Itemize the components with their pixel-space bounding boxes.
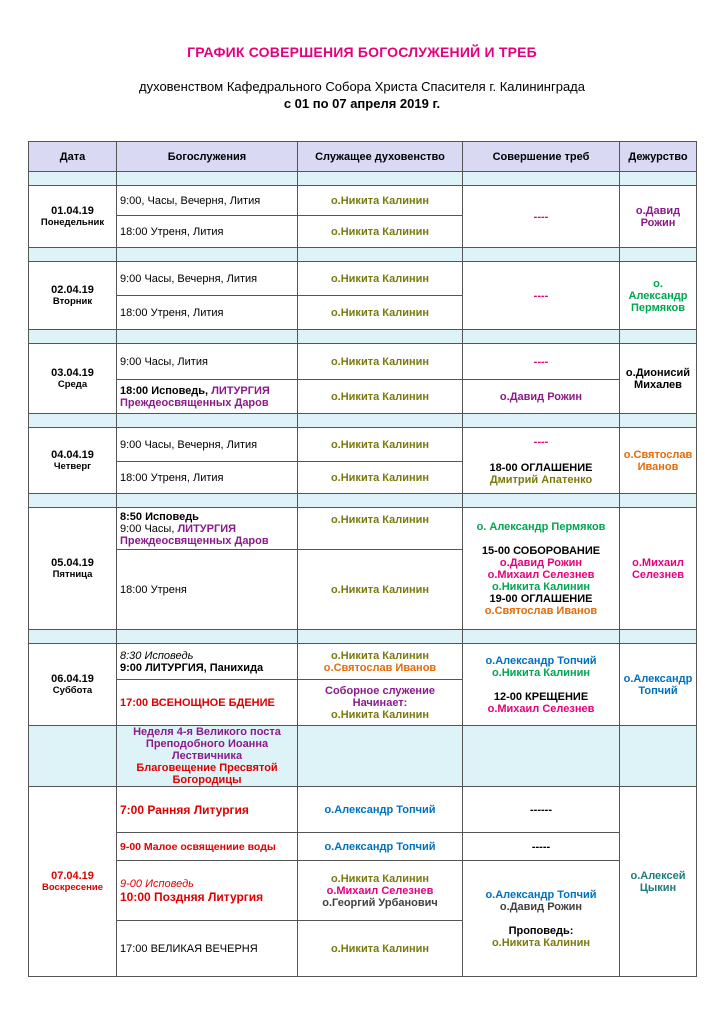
service-cell: 18:00 Исповедь, ЛИТУРГИЯ Преждеосвященных Даров xyxy=(117,380,298,414)
col-services: Богослужения xyxy=(117,142,298,172)
service-cell: 8:30 Исповедь 9:00 ЛИТУРГИЯ, Панихида xyxy=(117,644,298,680)
clergy-cell: о.Никита Калинин о.Михаил Селезнев о.Георгий Урбанович xyxy=(298,861,463,921)
col-rites: Совершение треб xyxy=(463,142,620,172)
service-cell: 7:00 Ранняя Литургия xyxy=(117,787,298,833)
rites-cell: о. Александр Пермяков 15-00 СОБОРОВАНИЕ о.Давид Рожин о.Михаил Селезнев о.Никита Калинин 19-00 ОГЛАШЕНИЕ о.Святослав Иванов xyxy=(463,508,620,630)
duty-cell: о.Михаил Селезнев xyxy=(620,508,697,630)
duty-cell: о.Святослав Иванов xyxy=(620,428,697,494)
rites-cell: ---- xyxy=(463,344,620,380)
col-clergy: Служащее духовенство xyxy=(298,142,463,172)
duty-cell: о.Давид Рожин xyxy=(620,186,697,248)
table-row xyxy=(29,787,697,833)
duty-cell: о.Александр Топчий xyxy=(620,644,697,726)
rites-cell: ------ xyxy=(463,787,620,833)
table-row xyxy=(29,833,697,861)
rites-cell: ----- xyxy=(463,833,620,861)
clergy-cell: Соборное служение Начинает: о.Никита Калинин xyxy=(298,680,463,726)
separator-row xyxy=(29,330,697,344)
page-period: с 01 по 07 апреля 2019 г. xyxy=(283,96,441,111)
clergy-cell: о.Александр Топчий xyxy=(298,787,463,833)
clergy-cell: о.Никита Калинин xyxy=(298,921,463,977)
service-cell: 9-00 Малое освящениие воды xyxy=(117,833,298,861)
separator-row xyxy=(29,172,697,186)
week-title-cell: Неделя 4-я Великого поста Преподобного Иоанна Лествичника Благовещение Пресвятой Богородицы xyxy=(117,726,298,787)
service-cell: 18:00 Утреня, Лития xyxy=(117,462,298,494)
date-cell: 02.04.19 Вторник xyxy=(29,262,117,330)
service-cell: 17:00 ВЕЛИКАЯ ВЕЧЕРНЯ xyxy=(117,921,298,977)
service-cell: 9:00 Часы, Вечерня, Лития xyxy=(117,262,298,296)
service-cell: 18:00 Утреня xyxy=(117,550,298,630)
rites-cell: о.Александр Топчий о.Никита Калинин 12-00 КРЕЩЕНИЕ о.Михаил Селезнев xyxy=(463,644,620,726)
table-row xyxy=(29,428,697,462)
page-title: ГРАФИК СОВЕРШЕНИЯ БОГОСЛУЖЕНИЙ И ТРЕБ xyxy=(187,44,537,60)
week-title-row xyxy=(29,726,697,787)
duty-cell: о.Алексей Цыкин xyxy=(620,787,697,977)
col-duty: Дежурство xyxy=(620,142,697,172)
duty-cell: о. Александр Пермяков xyxy=(620,262,697,330)
service-cell: 18:00 Утреня, Лития xyxy=(117,296,298,330)
table-row xyxy=(29,262,697,296)
date-cell: 01.04.19 Понедельник xyxy=(29,186,117,248)
table-row xyxy=(29,380,697,414)
schedule-table xyxy=(28,141,697,977)
clergy-cell: о.Никита Калинин xyxy=(298,296,463,330)
table-row xyxy=(29,644,697,680)
service-cell: 9:00 Часы, Вечерня, Лития xyxy=(117,428,298,462)
date-cell: 07.04.19 Воскресение xyxy=(29,787,117,977)
date-cell: 03.04.19 Среда xyxy=(29,344,117,414)
duty-cell: о.Дионисий Михалев xyxy=(620,344,697,414)
rites-cell: о.Александр Топчий о.Давид Рожин Проповедь: о.Никита Калинин xyxy=(463,861,620,977)
clergy-cell: о.Никита Калинин xyxy=(298,344,463,380)
service-cell: 9:00, Часы, Вечерня, Лития xyxy=(117,186,298,216)
date-cell: 05.04.19 Пятница xyxy=(29,508,117,630)
page-subtitle: духовенством Кафедрального Собора Христа Спасителя г. Калининграда xyxy=(139,79,585,94)
rites-cell: о.Давид Рожин xyxy=(463,380,620,414)
rites-cell: ---- xyxy=(463,186,620,248)
date-cell: 06.04.19 Суббота xyxy=(29,644,117,726)
clergy-cell: о.Никита Калинин xyxy=(298,428,463,462)
table-header-row xyxy=(29,142,697,172)
date-cell: 04.04.19 Четверг xyxy=(29,428,117,494)
service-cell: 9-00 Исповедь 10:00 Поздняя Литургия xyxy=(117,861,298,921)
clergy-cell: о.Никита Калинин xyxy=(298,462,463,494)
col-date: Дата xyxy=(29,142,117,172)
table-row xyxy=(29,861,697,921)
clergy-cell: о.Никита Калинин xyxy=(298,186,463,216)
table-row xyxy=(29,344,697,380)
clergy-cell: о.Никита Калинин xyxy=(298,550,463,630)
clergy-cell: о.Никита Калинин xyxy=(298,380,463,414)
separator-row xyxy=(29,414,697,428)
service-cell: 18:00 Утреня, Лития xyxy=(117,216,298,248)
clergy-cell: о.Никита Калинин xyxy=(298,262,463,296)
clergy-cell: о.Никита Калинин xyxy=(298,508,463,550)
table-row xyxy=(29,186,697,216)
separator-row xyxy=(29,630,697,644)
clergy-cell: о.Александр Топчий xyxy=(298,833,463,861)
rites-cell: ---- xyxy=(463,262,620,330)
table-row xyxy=(29,508,697,550)
service-cell: 17:00 ВСЕНОЩНОЕ БДЕНИЕ xyxy=(117,680,298,726)
clergy-cell: о.Никита Калинин о.Святослав Иванов xyxy=(298,644,463,680)
service-cell: 9:00 Часы, Лития xyxy=(117,344,298,380)
service-cell: 8:50 Исповедь 9:00 Часы, ЛИТУРГИЯ Преждеосвященных Даров xyxy=(117,508,298,550)
rites-cell: ---- 18-00 ОГЛАШЕНИЕ Дмитрий Апатенко xyxy=(463,428,620,494)
separator-row xyxy=(29,494,697,508)
clergy-cell: о.Никита Калинин xyxy=(298,216,463,248)
separator-row xyxy=(29,248,697,262)
